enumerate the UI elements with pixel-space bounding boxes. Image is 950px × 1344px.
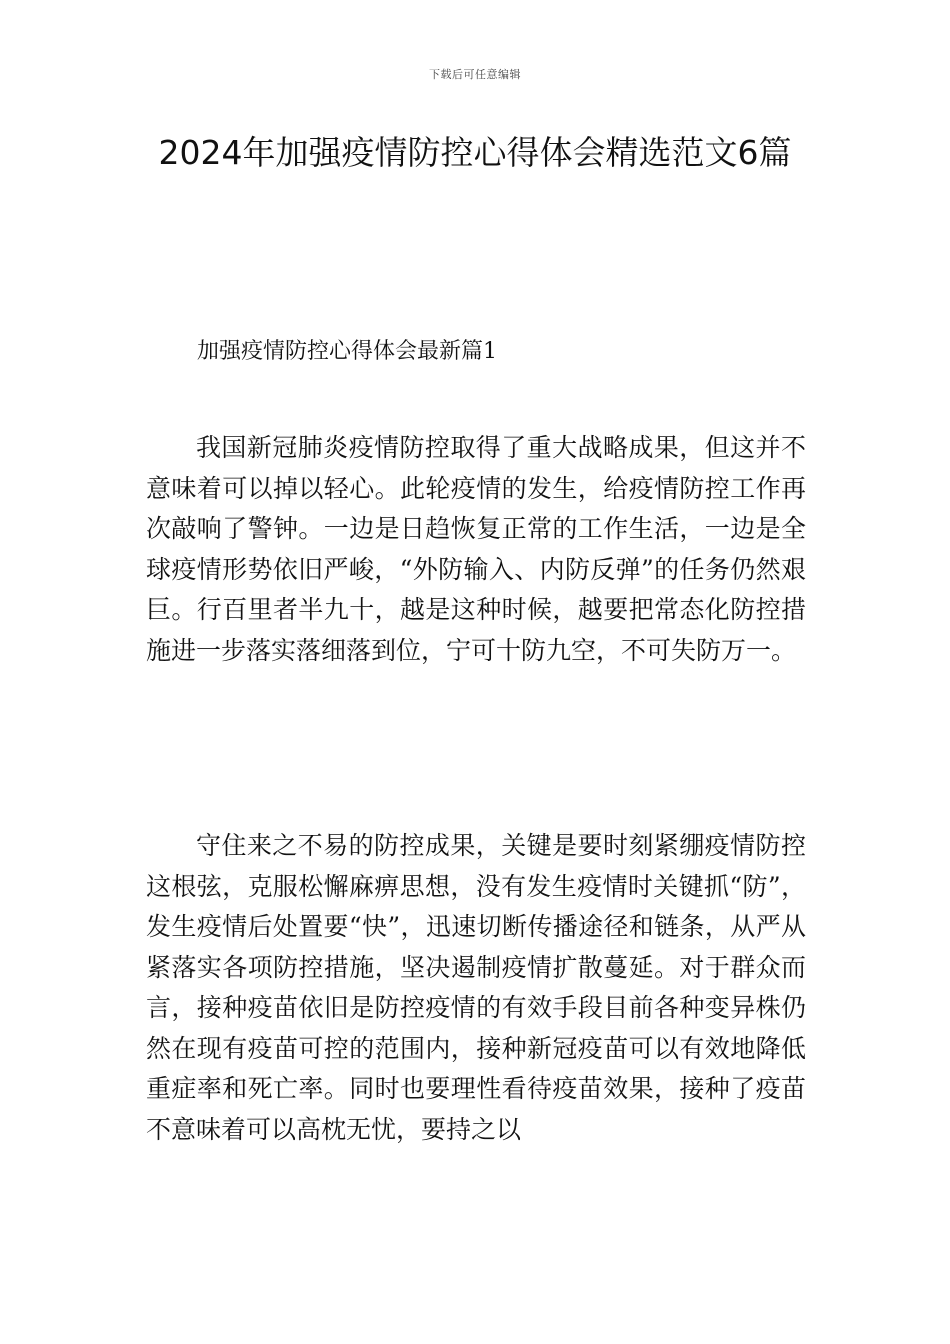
paragraph-1: 我国新冠肺炎疫情防控取得了重大战略成果，但这并不意味着可以掉以轻心。此轮疫情的发生，给疫情防控工作再次敲响了警钟。一边是日趋恢复正常的工作生活，一边是全球疫情形势依旧严峻，“外防输入、内防反弹”的任务仍然艰巨。行百里者半九十，越是这种时候，越要把常态化防控措施进一步落实落细落到位，宁可十防九空，不可失防万一。 [146,433,806,665]
paragraph-2: 守住来之不易的防控成果，关键是要时刻紧绷疫情防控这根弦，克服松懈麻痹思想，没有发生疫情时关键抓“防”，发生疫情后处置要“快”，迅速切断传播途径和链条，从严从紧落实各项防控措施，坚决遏制疫情扩散蔓延。对于群众而言，接种疫苗依旧是防控疫情的有效手段目前各种变异株仍然在现有疫苗可控的范围内，接种新冠疫苗可以有效地降低重症率和死亡率。同时也要理性看待疫苗效果，接种了疫苗不意味着可以高枕无忧，要持之以 [146,831,806,1144]
document-title: 2024年加强疫情防控心得体会精选范文6篇 [158,133,792,172]
header-watermark: 下载后可任意编辑 [429,68,521,81]
section-heading: 加强疫情防控心得体会最新篇1 [197,339,497,364]
